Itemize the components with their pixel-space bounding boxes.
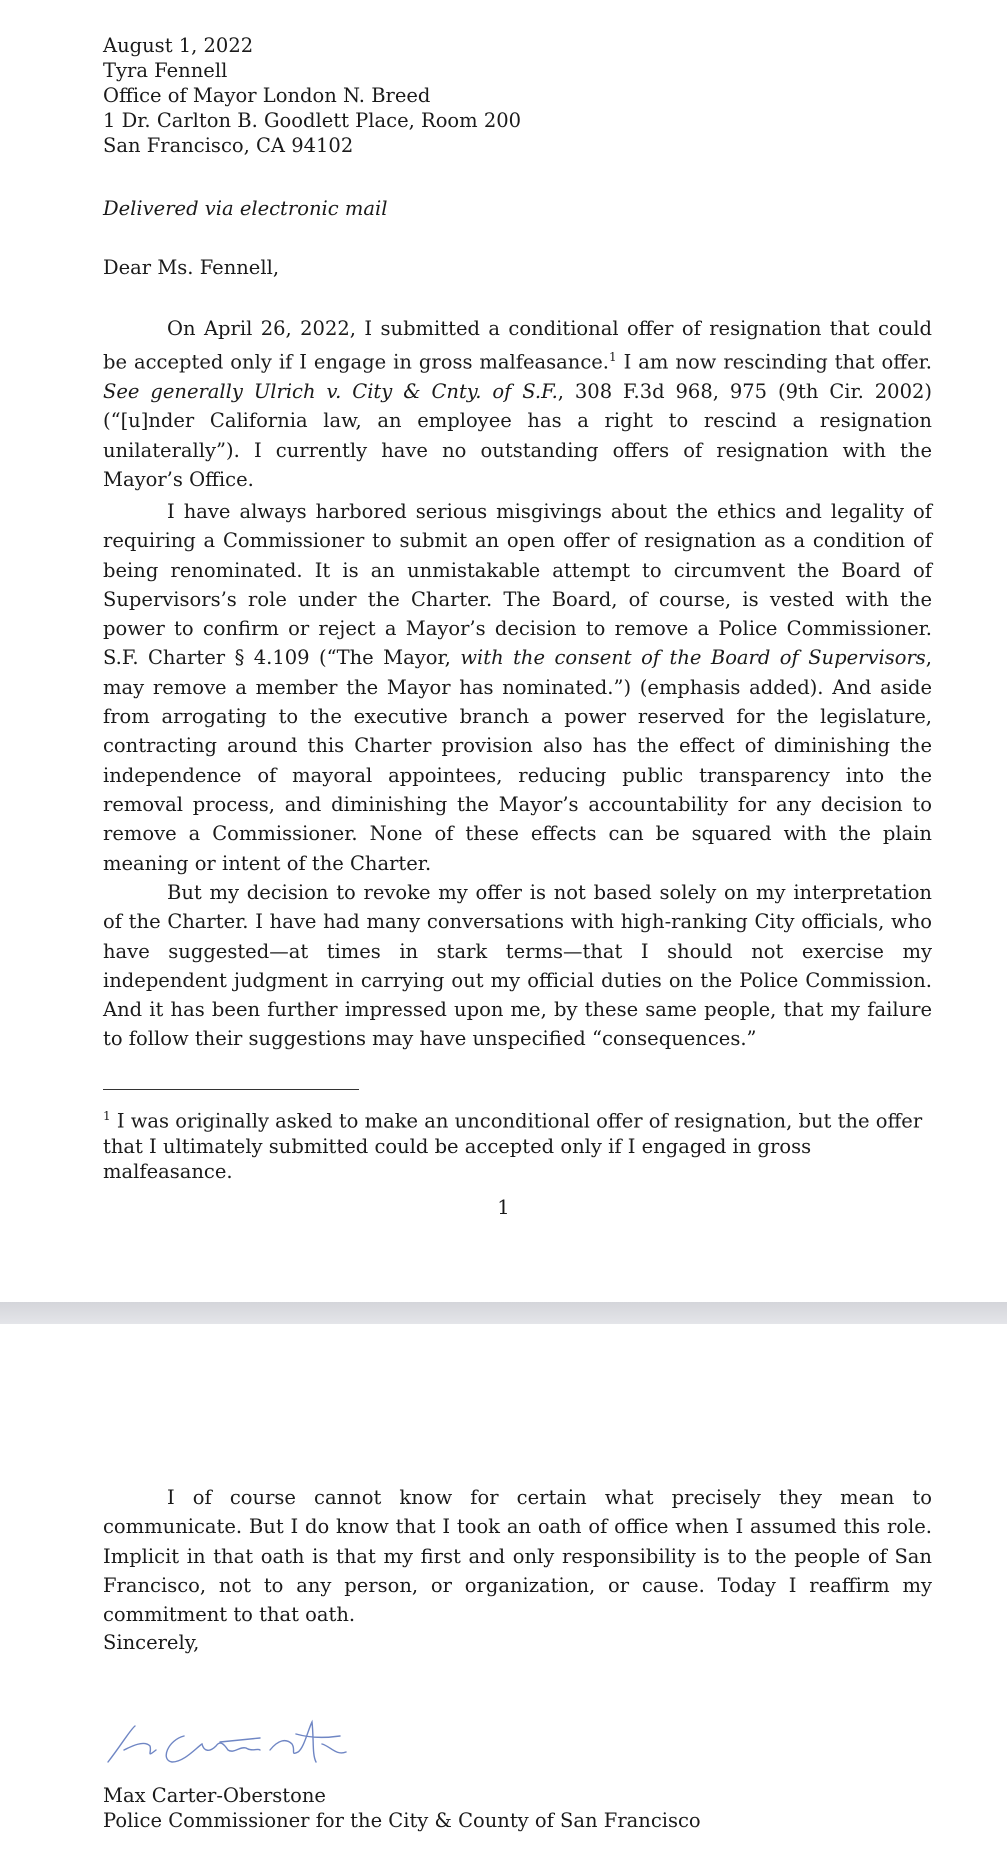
closing: Sincerely, [103, 1631, 200, 1654]
footnote [103, 1104, 932, 1184]
footnote-number: 1 [103, 1109, 111, 1123]
salutation: Dear Ms. Fennell, [103, 256, 280, 279]
paragraph-1: On April 26, 2022, I submitted a conditional offer of resignation that could be accepted only if I engage in gross malfeasance.$^1$ I am now rescinding that offer. See generally Ulrich v. City & Cnty. of S.F., 308 F.3d 968, 975 (9th Cir. 2002) (“[u]nder California law, an employee has a right to rescind a resignation unilaterally”). I currently have no outstanding offers of resignation with the Mayor’s Office. [103, 317, 932, 491]
signer-block [103, 1783, 932, 1833]
footnote-text: I was originally asked to make an unconditional offer of resignation, but the offer that I ultimately submitted could be accepted only if I engaged in gross malfeasance. [103, 1109, 923, 1183]
recipient-name: Tyra Fennell [103, 59, 228, 82]
recipient-address-line-1: 1 Dr. Carlton B. Goodlett Place, Room 200 [103, 109, 522, 132]
page-separator [0, 1302, 1007, 1324]
recipient-address-line-2: San Francisco, CA 94102 [103, 134, 354, 157]
signer-name: Max Carter-Oberstone [103, 1784, 326, 1807]
paragraph-2: I have always harbored serious misgivings about the ethics and legality of requiring a Commissioner to submit an open offer of resignation as a condition of being renominated. It is an unmistakable attempt to circumvent the Board of Supervisors’s role under the Charter. The Board, of course, is vested with the power to confirm or reject a Mayor’s decision to remove a Police Commissioner. S.F. Charter § 4.109 (“The Mayor, with the consent of the Board of Supervisors, may remove a member the Mayor has nominated.”) (emphasis added). And aside from arrogating to the executive branch a power reserved for the legislature, contracting around this Charter provision also has the effect of diminishing the independence of mayoral appointees, reducing public transparency into the removal process, and diminishing the Mayor’s accountability for any decision to remove a Commissioner. None of these effects can be squared with the plain meaning or intent of the Charter. [103, 500, 932, 875]
letter-header [103, 33, 932, 158]
signature-image [100, 1700, 380, 1780]
charter-emphasis: with the consent of the Board of Supervisors [460, 646, 926, 670]
letter-date: August 1, 2022 [103, 34, 254, 57]
page-number: 1 [497, 1196, 510, 1219]
footnote-marker: 1 [609, 350, 617, 365]
recipient-office: Office of Mayor London N. Breed [103, 84, 431, 107]
signer-title: Police Commissioner for the City & County of San Francisco [103, 1809, 701, 1832]
case-citation: See generally Ulrich v. City & Cnty. of S.F. [103, 380, 558, 404]
delivery-note: Delivered via electronic mail [103, 197, 388, 220]
paragraph-4: I of course cannot know for certain what precisely they mean to communicate. But I do know that I took an oath of office when I assumed this role. Implicit in that oath is that my first and only responsibility is to the people of San Francisco, not to any person, or organization, or cause. Today I reaffirm my commitment to that oath. [103, 1486, 932, 1627]
footnote-divider [103, 1089, 359, 1090]
paragraph-3: But my decision to revoke my offer is not based solely on my interpretation of the Charter. I have had many conversations with high-ranking City officials, who have suggested—at times in stark terms—that I should not exercise my independent judgment in carrying out my official duties on the Police Commission. And it has been further impressed upon me, by these same people, that my failure to follow their suggestions may have unspecified “consequences.” [103, 881, 932, 1051]
